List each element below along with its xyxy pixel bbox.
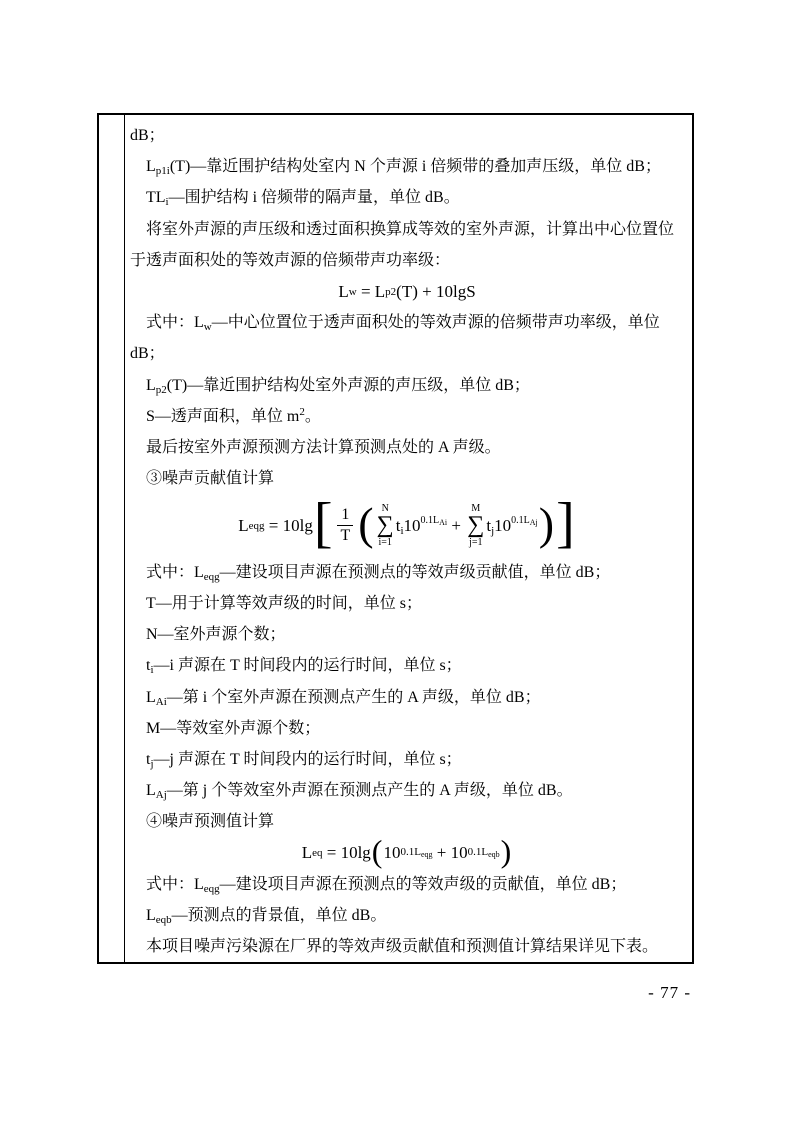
table-left-column xyxy=(99,115,125,962)
text-segment: 将室外声源的声压级和透过面积换算成等效的室外声源，计算出中心位置位 xyxy=(146,220,675,238)
sigma-symbol: ∑ xyxy=(467,512,485,539)
subscript: Ai xyxy=(155,695,167,708)
plus-operator: + xyxy=(447,515,466,535)
superscript xyxy=(400,845,433,859)
text-segment: —中心位置位于透声面积处的等效声源的倍频带声功率级，单位 xyxy=(211,314,660,332)
text-segment: + 10 xyxy=(432,843,468,863)
sum-lower-limit: j=1 xyxy=(469,537,483,549)
subscript: p2 xyxy=(155,383,167,396)
sigma-symbol: ∑ xyxy=(376,512,394,539)
paragraph-line xyxy=(130,869,684,900)
subscript: Aj xyxy=(529,517,538,527)
text-segment: —i 声源在 T 时间段内的运行时间，单位 s； xyxy=(153,657,462,675)
paragraph-line xyxy=(130,338,684,369)
text-segment: —建设项目声源在预测点的等效声级的贡献值，单位 dB； xyxy=(219,875,627,893)
fraction-numerator: 1 xyxy=(337,505,353,526)
bracket-close: ] xyxy=(556,491,575,554)
text-segment: (T) + 10lgS xyxy=(396,281,476,301)
document-table-cell xyxy=(97,113,694,964)
paragraph-line xyxy=(130,744,684,775)
text-segment: M—等效室外声源个数； xyxy=(146,719,321,737)
paren-open: ( xyxy=(358,497,374,549)
text-segment: t xyxy=(146,657,151,675)
text-segment: TL xyxy=(146,189,166,207)
text-segment: —第 i 个室外声源在预测点产生的 A 声级，单位 dB； xyxy=(166,688,541,706)
text-segment: 本项目噪声污染源在厂界的等效声级贡献值和预测值计算结果详见下表。 xyxy=(146,938,659,956)
subscript: i xyxy=(165,196,169,209)
text-segment: (T)—靠近围护结构处室外声源的声压级，单位 dB； xyxy=(166,376,530,394)
paragraph-line xyxy=(130,401,684,432)
subscript: i xyxy=(150,664,154,677)
paragraph-line xyxy=(130,650,684,681)
subscript: eqg xyxy=(203,882,220,895)
text-segment: 0.1L xyxy=(400,845,421,858)
subscript: Aj xyxy=(155,789,167,802)
text-segment: L xyxy=(146,158,156,176)
text-segment: L xyxy=(238,515,249,535)
bracket-open: [ xyxy=(313,491,333,554)
text-segment: —围护结构 i 倍频带的隔声量，单位 dB。 xyxy=(168,189,460,207)
text-segment: —j 声源在 T 时间段内的运行时间，单位 s； xyxy=(153,751,462,769)
paragraph-line xyxy=(130,245,684,276)
superscript xyxy=(421,515,448,526)
subscript: j xyxy=(491,524,495,537)
subscript: p1i xyxy=(155,165,170,178)
text-segment: (T)—靠近围护结构处室内 N 个声源 i 倍频带的叠加声压级，单位 dB； xyxy=(169,158,661,176)
text-segment: L xyxy=(146,907,156,925)
text-segment: = 10lg xyxy=(322,843,371,863)
text-segment: L xyxy=(146,376,156,394)
paragraph-line xyxy=(130,682,684,713)
text-segment: t xyxy=(395,515,401,535)
formula-noise-prediction: L eq = 10lg ( 10 $0.1L_{eqg}$ + 10 $0.1L_{eqb}$ ) xyxy=(301,833,512,870)
text-segment: = 10lg xyxy=(264,515,313,535)
text-segment: 0.1L xyxy=(511,514,530,526)
paragraph-line xyxy=(130,214,684,245)
paragraph-line xyxy=(130,806,684,837)
paragraph-line xyxy=(130,557,684,588)
big-paren: ( xyxy=(371,833,383,870)
subscript: eqg xyxy=(203,570,220,583)
text-segment: t xyxy=(146,751,151,769)
subscript: Ai xyxy=(439,517,448,527)
text-segment: ③噪声贡献值计算 xyxy=(146,470,275,488)
subscript: w xyxy=(203,321,212,334)
paragraph-line xyxy=(130,182,684,213)
sum-upper-limit: N xyxy=(381,503,389,515)
superscript xyxy=(467,845,500,859)
text-segment: —建设项目声源在预测点的等效声级贡献值，单位 dB； xyxy=(219,563,611,581)
formula-sound-power-level: L w = L p2 (T) + 10lgS xyxy=(338,281,476,301)
text-segment: t xyxy=(486,515,492,535)
text-segment: dB； xyxy=(130,345,165,363)
text-segment: 式中：L xyxy=(146,314,204,332)
text-segment: 式中：L xyxy=(146,875,204,893)
text-segment: ④噪声预测值计算 xyxy=(146,813,275,831)
text-segment: N—室外声源个数； xyxy=(146,626,286,644)
paragraph-line xyxy=(130,775,684,806)
text-segment: L xyxy=(146,688,156,706)
paragraph-line xyxy=(130,151,684,182)
text-segment: L xyxy=(146,782,156,800)
subscript: eqb xyxy=(488,849,500,859)
text-segment: S—透声面积，单位 m xyxy=(146,407,300,425)
summation xyxy=(377,503,394,548)
text-segment: 10 xyxy=(383,843,401,863)
text-segment: L xyxy=(301,843,313,863)
subscript: j xyxy=(150,758,154,771)
sum-term xyxy=(486,516,537,536)
sum-term xyxy=(396,516,447,536)
superscript: 2 xyxy=(299,405,305,418)
formula-contribution-value: L eqg = 10lg [ $\frac{1}{T}$ ( N ∑ i=1 $t_i10^{0.1L_{Ai}}$ + M ∑ j=1 $t_j10^{0.1L_{Aj}}$ ) ] xyxy=(238,491,575,554)
paren-close: ) xyxy=(538,497,555,549)
fraction xyxy=(337,505,355,546)
text-segment: 最后按室外声源预测方法计算预测点处的 A 声级。 xyxy=(146,439,501,457)
page-number: - 77 - xyxy=(648,983,691,1002)
subscript: eqb xyxy=(155,914,172,927)
sum-upper-limit: M xyxy=(471,503,481,515)
paragraph-line xyxy=(130,713,684,744)
subscript: eqg xyxy=(420,849,433,859)
paragraph-line xyxy=(130,619,684,650)
big-paren: ) xyxy=(500,833,512,870)
fraction-denominator: T xyxy=(340,527,351,545)
text-segment: dB； xyxy=(130,127,165,144)
paragraph-line xyxy=(130,900,684,931)
paragraph-line xyxy=(130,432,684,463)
superscript xyxy=(511,515,538,526)
paragraph-line xyxy=(130,588,684,619)
text-segment: 10 xyxy=(403,515,421,535)
text-segment: —预测点的背景值，单位 dB。 xyxy=(171,907,387,925)
text-segment: 0.1L xyxy=(467,845,489,858)
paragraph-line xyxy=(130,120,684,151)
text-segment: —第 j 个等效室外声源在预测点产生的 A 声级，单位 dB。 xyxy=(166,782,573,800)
text-segment: = L xyxy=(356,281,386,301)
sum-lower-limit: i=1 xyxy=(378,537,392,549)
paragraph-line xyxy=(130,931,684,962)
text-segment: 于透声面积处的等效声源的倍频带声功率级： xyxy=(130,251,451,269)
text-segment: 。 xyxy=(304,407,321,425)
text-segment: 0.1L xyxy=(420,514,440,526)
summation xyxy=(467,503,484,548)
text-segment: T—用于计算等效声级的时间，单位 s； xyxy=(146,595,423,613)
paragraph-line xyxy=(130,370,684,401)
document-body xyxy=(125,115,692,962)
text-segment: L xyxy=(338,281,349,301)
subscript: i xyxy=(400,524,404,537)
paragraph-line xyxy=(130,463,684,494)
paragraph-line xyxy=(130,307,684,338)
text-segment: 式中：L xyxy=(146,563,204,581)
text-segment: 10 xyxy=(494,515,512,535)
